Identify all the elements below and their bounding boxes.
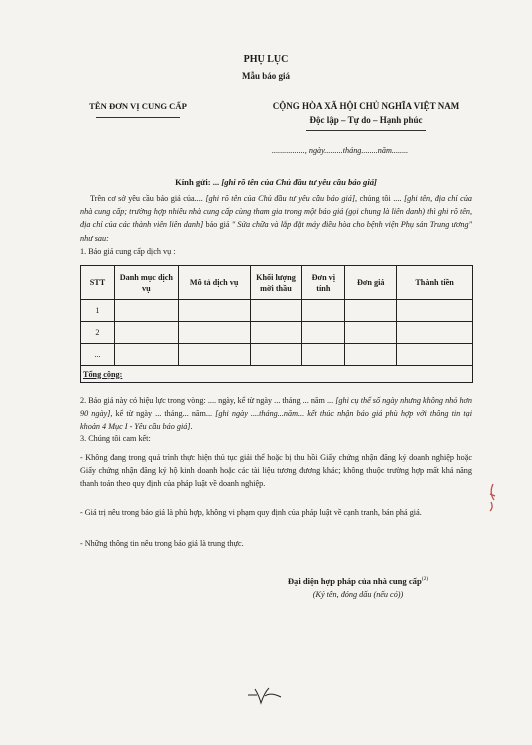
table-cell <box>178 344 250 366</box>
salutation <box>80 177 472 187</box>
commitment-item: - Giá trị nêu trong báo giá là phù hợp, không vi phạm quy định của pháp luật về cạnh tranh, bán phá giá. <box>80 508 422 517</box>
table-cell <box>178 322 250 344</box>
intro-note-1: [ghi rõ tên của Chủ đầu tư yêu cầu báo giá] <box>205 194 356 203</box>
row-number: 2 <box>81 322 115 344</box>
table-cell <box>397 322 473 344</box>
commitment-item: - Những thông tin nêu trong báo giá là trung thực. <box>80 539 244 548</box>
header-cell: Thành tiền <box>397 266 473 300</box>
supplier-underline <box>96 117 180 118</box>
table-cell <box>397 344 473 366</box>
table-cell <box>114 322 178 344</box>
validity-text-2: , kể từ ngày ... tháng... năm... <box>110 409 216 419</box>
table-cell <box>397 300 473 322</box>
table-cell <box>345 322 397 344</box>
section-1-title: 1. Báo giá cung cấp dịch vụ : <box>80 247 176 256</box>
validity-text-3: . <box>190 422 193 432</box>
intro-text-2: , chúng tôi .... <box>355 194 404 203</box>
republic-heading: CỘNG HÒA XÃ HỘI CHỦ NGHĨA VIỆT NAM <box>272 101 460 111</box>
motto: Độc lập – Tự do – Hạnh phúc <box>309 115 423 125</box>
header-cell: Đơn giá <box>345 266 397 300</box>
total-label: Tổng cộng: <box>83 369 123 379</box>
section-2-paragraph <box>80 394 472 434</box>
initials-signature <box>245 685 285 705</box>
header-cell: Mô tả dịch vụ <box>178 266 250 300</box>
date-line: ................, ngày.........tháng........năm........ <box>272 146 409 155</box>
header-cell: Khối lượng mời thầu <box>250 266 302 300</box>
table-cell <box>250 300 302 322</box>
signature-block <box>258 576 458 586</box>
table-row <box>81 300 473 322</box>
table-cell <box>114 300 178 322</box>
header-cell: Danh mục dịch vụ <box>114 266 178 300</box>
motto-underline <box>306 130 426 131</box>
intro-paragraph <box>80 192 472 245</box>
salutation-note: [ghi rõ tên của Chủ đầu tư yêu cầu báo giá] <box>221 177 377 187</box>
validity-text-1: 2. Báo giá này có hiệu lực trong vòng: .... ngày, kể từ ngày ... tháng ... năm ... <box>80 396 336 405</box>
table-row <box>81 344 473 366</box>
header-cell: STT <box>81 266 115 300</box>
stamp-fragment <box>484 482 500 512</box>
salutation-prefix: Kính gửi: ... <box>175 177 222 187</box>
validity-note-1: [ghi cụ thể số ngày nhưng không nhỏ hơn 90 ngày] <box>80 396 472 419</box>
table-cell <box>250 322 302 344</box>
table-cell <box>114 344 178 366</box>
table-cell <box>178 300 250 322</box>
table-cell <box>345 300 397 322</box>
intro-note-2: [ghi tên, địa chỉ của nhà cung cấp; trường hợp nhiều nhà cung cấp cùng tham gia trong một báo giá (gọi chung là liên danh) thì ghi rõ tên, địa chỉ của các thành viên liên danh] <box>80 194 473 230</box>
quote-table <box>80 265 473 383</box>
validity-note-2: [ghi ngày ....tháng...năm... kết thúc nhận báo giá phù hợp với thông tin tại khoản 4 Mục I - Yêu cầu báo giá] <box>80 409 472 432</box>
form-title: Mẫu báo giá <box>241 71 290 81</box>
header-cell: Đơn vị tính <box>302 266 345 300</box>
table-cell <box>302 300 345 322</box>
table-row <box>81 322 473 344</box>
total-row <box>81 366 473 383</box>
row-number: ... <box>81 344 115 366</box>
intro-text-1: Trên cơ sở yêu cầu báo giá của.... <box>90 194 206 203</box>
table-cell <box>345 344 397 366</box>
row-number: 1 <box>81 300 115 322</box>
intro-text-3: báo giá <box>203 220 232 230</box>
intro-note-3: " Sửa chữa và lắp đặt máy điều hòa cho bệnh viện Phụ sản Trung ương" như sau: <box>80 220 473 243</box>
signature-title: Đại diện hợp pháp của nhà cung cấp <box>287 576 422 586</box>
commitment-item: - Không đang trong quá trình thực hiện thủ tục giải thể hoặc bị thu hồi Giấy chứng nhận đăng ký doanh nghiệp hoặc Giấy chứng nhận đăng ký hộ kinh doanh hoặc các tài liệu tương đương khác; không thuộc trường hợp mất khả năng thanh toán theo quy định của pháp luật về doanh nghiệp. <box>80 453 472 489</box>
section-3-title: 3. Chúng tôi cam kết: <box>80 434 151 443</box>
appendix-title: PHỤ LỤC <box>243 54 289 65</box>
table-cell <box>250 344 302 366</box>
supplier-name: TÊN ĐƠN VỊ CUNG CẤP <box>89 101 187 111</box>
signature-footnote: (2) <box>421 576 429 583</box>
table-cell <box>302 344 345 366</box>
table-header-row <box>81 266 473 300</box>
signature-note: (Ký tên, đóng dấu (nếu có)) <box>312 590 404 599</box>
table-cell <box>302 322 345 344</box>
total-cell <box>81 366 473 383</box>
